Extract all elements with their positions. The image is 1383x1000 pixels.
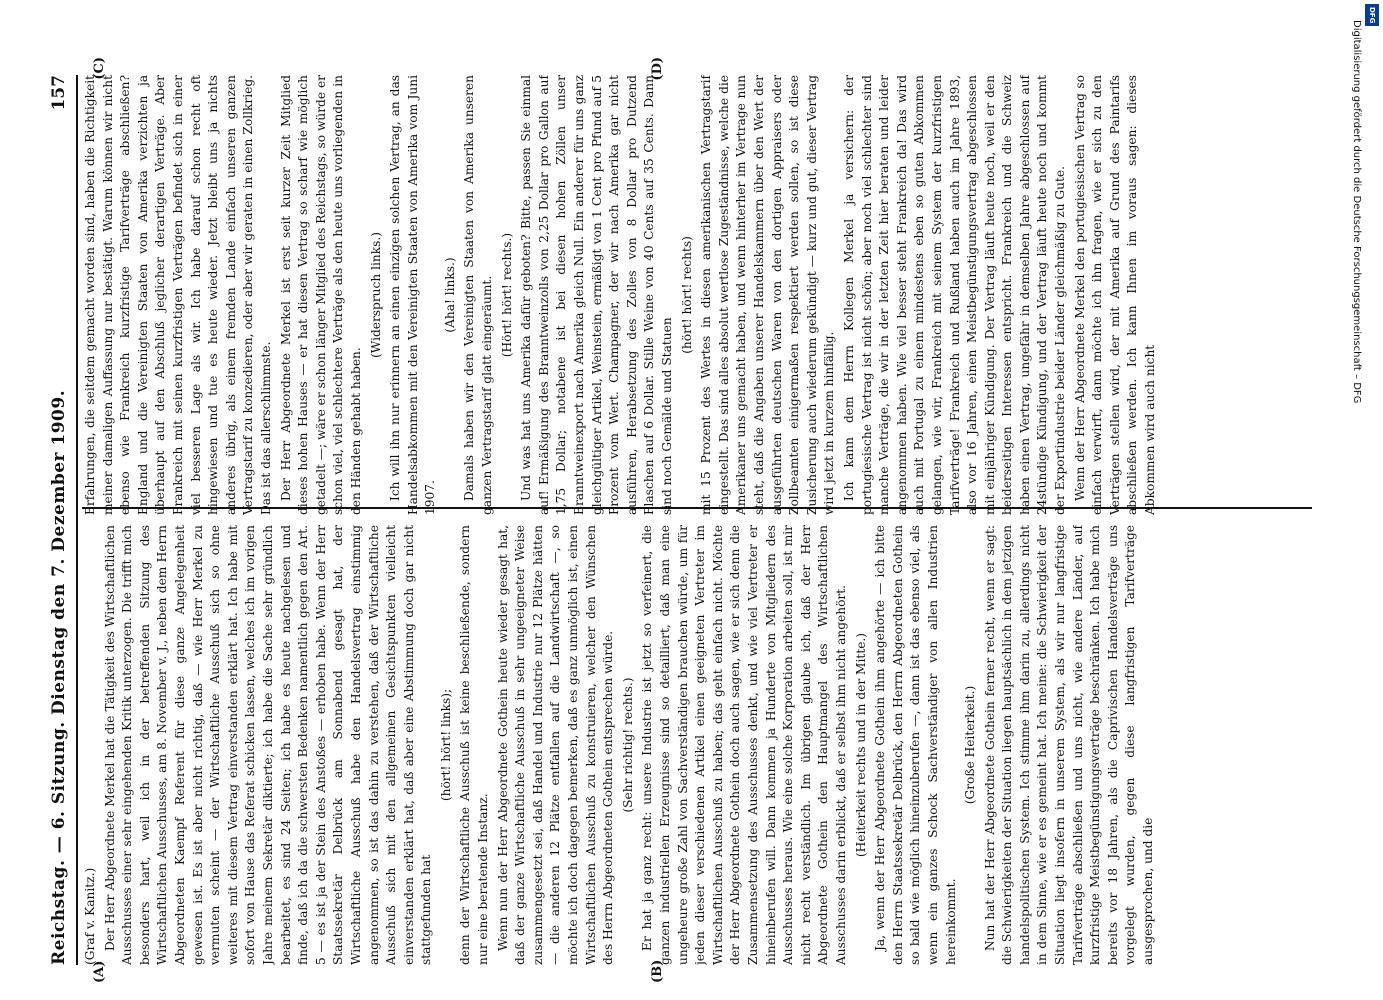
paragraph: Ich will ihn nur erinnern an einen einzigen solchen Vertrag, an das Handelsabkommen mit den Vereinigten Staaten von Amerika vom Juni 1907. xyxy=(388,75,438,515)
margin-marker-c: (C) xyxy=(92,57,107,80)
running-head: Reichstag. — 6. Sitzung. Dienstag den 7. Dezember 1909. xyxy=(49,389,69,965)
paragraph: Nun hat der Herr Abgeordnete Gothein ferner recht, wenn er sagt: die Schwierigkeiten der Situation liegen hauptsächlich in dem jetzigen handelspolitischen System. Ich stimme ihm darin zu, allerdings nicht in dem Sinne, wie er es gemeint hat. Ich meine: die Schwierigkeit der Situation liegt insofern in unserem System, als wir nur langfristige Tarifverträge abschließen und uns nicht, wie andere Länder, auf kurzfristige Meistbegünstigungsverträge beschränken. Ich habe mich bereits vor 18 Jahren, als die Caprivischen Handelsverträge uns vorgelegt wurden, gegen diese langfristigen Tarifverträge ausgesprochen, und die xyxy=(982,525,1156,965)
paragraph: Wenn der Herr Abgeordnete Merkel den portugiesischen Vertrag so einfach verwirft, dann möchte ich ihn fragen, wie er sich zu den Verträgen stellen wird, der mit Amerika auf Grund des Paintarifs abschließen werden. Ich kann Ihnen im voraus sagen: dieses Abkommen wird auch nicht xyxy=(1072,75,1158,515)
dfg-logo: DFG xyxy=(1365,4,1379,26)
interjection: (Sehr richtig! rechts.) xyxy=(620,677,635,813)
margin-marker-b: (B) xyxy=(650,959,665,983)
paragraph: Damals haben wir den Vereinigten Staaten von Amerika unseren ganzen Vertragstarif glatt eingeräumt. xyxy=(462,75,495,515)
paragraph: Und was hat uns Amerika dafür geboten? Bitte, passen Sie einmal auf! Ermäßigung des Branntweinzolls von 2,25 Dollar pro Gallon auf 1,75 Dollar; notabene ist bei diesen hohen Zöllen unser Branntweinexport nach Amerika gleich Null. Ein anderer für uns ganz gleichgültiger Artikel, Weinstein, ermäßigt von 1 Cent pro Pfund auf 5 Prozent vom Wert. Champagner, der wir nach Amerika gar nicht ausführen, Herabsetzung des Zolles von 8 Dollar pro Dutzend Flaschen auf 6 Dollar. Stille Weine von 40 Cents auf 35 Cents. Dann sind noch Gemälde und Statuen xyxy=(519,75,674,515)
paragraph: Ja, wenn der Herr Abgeordnete Gothein ihm angehörte — ich bitte den Herrn Staatssekretär Delbrück, den Herrn Abgeordneten Gothein so bald wie möglich hineinzuberufen —, dann ist das ebenso viel, als wenn ein ganzes Schock Sachverständiger von allen Industrien hereinkommt. xyxy=(873,525,958,965)
digitization-note: Digitalisierung gefördert durch die Deutsche Forschungsgemeinschaft – DFG xyxy=(1351,20,1362,404)
right-column xyxy=(82,75,1312,515)
left-column xyxy=(82,525,1312,965)
paragraph: mit 15 Prozent des Wertes in diesen amerikanischen Vertragstarif eingestellt. Das sind alles absolut wertlose Zugeständnisse, welche die Amerikaner uns gemacht haben, und wenn hinterher im Vertrage nun steht, daß die Angaben unserer Handelskammern über den Wert der ausgeführten deutschen Waren von den dortigen Appraisers oder Zollbeamten einigermaßen respektiert werden sollen, so ist diese Zusicherung auch wiederum gekündigt — kurz und gut, dieser Vertrag wird jetzt in kurzem hinfällig. xyxy=(699,75,837,515)
paragraph: Der Herr Abgeordnete Merkel ist erst seit kurzer Zeit Mitglied dieses hohen Hauses — er hat diesen Vertrag so scharf wie möglich getadelt —; wäre er schon länger Mitglied des Reichstags, so würde er schon viel, viel schlechtere Verträge als den heute uns vorliegenden in den Händen gehabt haben. xyxy=(278,75,363,515)
header-rule xyxy=(76,75,78,965)
speaker-label: (Graf v. Kanitz.) xyxy=(83,867,97,965)
paragraph: Erfahrungen, die seitdem gemacht worden sind, haben die Richtigkeit meiner damaligen Auffassung nur bestätigt. Warum können wir nicht ebenso wie Frankreich kurzfristige Tarifverträge abschließen? England und die Vereinigten Staaten von Amerika verzichten ja überhaupt auf den Abschluß jeglicher derartigen Verträge. Aber Frankreich mit seinen kurzfristigen Verträgen befindet sich in einer viel besseren Lage als wir. Ich habe darauf schon recht oft hingewiesen und tue es heute wieder. Jetzt bleibt uns ja nichts anderes übrig, als einem fremden Lande einfach unseren ganzen Vertragstarif zu konzedieren, oder aber wir geraten in einen Zollkrieg. Das ist das allerschlimmste. xyxy=(83,75,273,515)
interjection: (Widerspruch links.) xyxy=(368,232,383,358)
page-number: 157 xyxy=(49,75,69,111)
interjection: (Große Heiterkeit.) xyxy=(963,685,978,805)
paragraph: Er hat ja ganz recht: unsere Industrie ist jetzt so verfeinert, die ganzen industriellen Erzeugnisse sind so detailliert, daß man eine ungeheure große Zahl von Sachverständigen brauchen würde, um für jeden dieser verschiedenen Artikel einen geeigneten Vertreter im Wirtschaftlichen Ausschuß zu haben; das geht einfach nicht. Möchte der Herr Abgeordnete Gothein doch auch sagen, wie er sich denn die Zusammensetzung des Ausschusses denkt, und wie viel Vertreter er hineinberufen will. Dann kommen ja Hunderte von Mitgliedern des Ausschusses heraus. Wie eine solche Korporation arbeiten soll, ist mir nicht recht verständlich. Im übrigen glaube ich, daß der Herr Abgeordnete Gothein den Hauptmangel des Wirtschaftlichen Ausschusses darin erblickt, daß er selbst ihm nicht angehört. xyxy=(640,525,848,965)
page-header xyxy=(44,75,74,965)
margin-marker-a: (A) xyxy=(92,960,107,983)
interjection: (hört! hört! rechts) xyxy=(679,236,694,354)
interjection: (Hört! hört! rechts.) xyxy=(499,232,514,358)
interjection: (hört! hört! links); xyxy=(438,688,453,802)
paragraph: denn der Wirtschaftliche Ausschuß ist keine beschließende, sondern nur eine beratende Instanz. xyxy=(458,525,491,965)
paragraph: Ich kann dem Herrn Kollegen Merkel ja versichern: der portugiesische Vertrag ist nicht schön; aber noch viel schlechter sind manche Verträge, die wir in der letzten Zeit hier beraten und leider angenommen haben. Wie viel besser steht Frankreich da! Das wird auch mit Portugal zu einem mindestens eben so guten Abkommen gelangen, wie wir, Frankreich mit seinem System der kurzfristigen Tarifverträge! Frankreich und Rußland haben auch im Jahre 1893, also vor 16 Jahren, einen Meistbegünstigungsvertrag abgeschlossen mit einjähriger Kündigung. Der Vertrag läuft heute noch, weil er den beiderseitigen Interessen entspricht. Frankreich und die Schweiz haben einen Vertrag, ungefähr in demselben Jahre abgeschlossen auf 24stündige Kündigung, und der Vertrag läuft heute noch und kommt der Exportindustrie beider Länder gleichmäßig zu Gute. xyxy=(841,75,1068,515)
interjection: (Aha! links.) xyxy=(442,257,457,333)
margin-marker-d: (D) xyxy=(650,57,665,81)
paragraph: Wenn nun der Herr Abgeordnete Gothein heute wieder gesagt hat, daß der ganze Wirtschaftliche Ausschuß in sehr ungeeigneter Weise zusammengesetzt sei, daß Handel und Industrie nur 12 Plätze hätten — die anderen 12 Plätze entfallen auf die Landwirtschaft —, so möchte ich doch dagegen bemerken, daß es ganz unmöglich ist, einen Wirtschaftlichen Ausschuß zu konstruieren, welcher den Wünschen des Herrn Abgeordneten Gothein entsprechen würde. xyxy=(495,525,616,965)
paragraph: Der Herr Abgeordnete Merkel hat die Tätigkeit des Wirtschaftlichen Ausschusses einer sehr eingehenden Kritik unterzogen. Die trifft mich besonders hart, weil ich in der betreffenden Sitzung des Wirtschaftlichen Ausschusses, am 8. November v. J., neben dem Herrn Abgeordneten Kaempf Referent für diese ganze Angelegenheit gewesen ist. Es ist aber nicht richtig, daß — wie Herr Merkel zu vermuten scheint — der Wirtschaftliche Ausschuß sich so ohne weiteres mit diesem Vertrag einverstanden erklärt hat. Ich habe mit sofort von Hause das Referat schicken lassen, welches ich im vorigen Jahre meinem Sekretär diktierte; ich habe die Sache sehr gründlich bearbeitet, es sind 24 Seiten; ich habe es heute nachgelesen und finde, daß ich da die schwersten Bedenken namentlich gegen den Art. 5 — es ist ja der Stein des Anstoßes — erhoben habe. Wenn der Herr Staatssekretär Delbrück am Sonnabend gesagt hat, der Wirtschaftliche Ausschuß habe den Handelsvertrag einstimmig angenommen, so ist das dahin zu verstehen, daß der Wirtschaftliche Ausschuß sich mit den allgemeinen Gesichtspunkten vielleicht einverstanden erklärt hat, daß aber eine Abstimmung doch gar nicht stattgefunden hat xyxy=(102,525,434,965)
rotated-page xyxy=(40,55,1330,985)
interjection: (Heiterkeit rechts und in der Mitte.) xyxy=(853,632,868,858)
